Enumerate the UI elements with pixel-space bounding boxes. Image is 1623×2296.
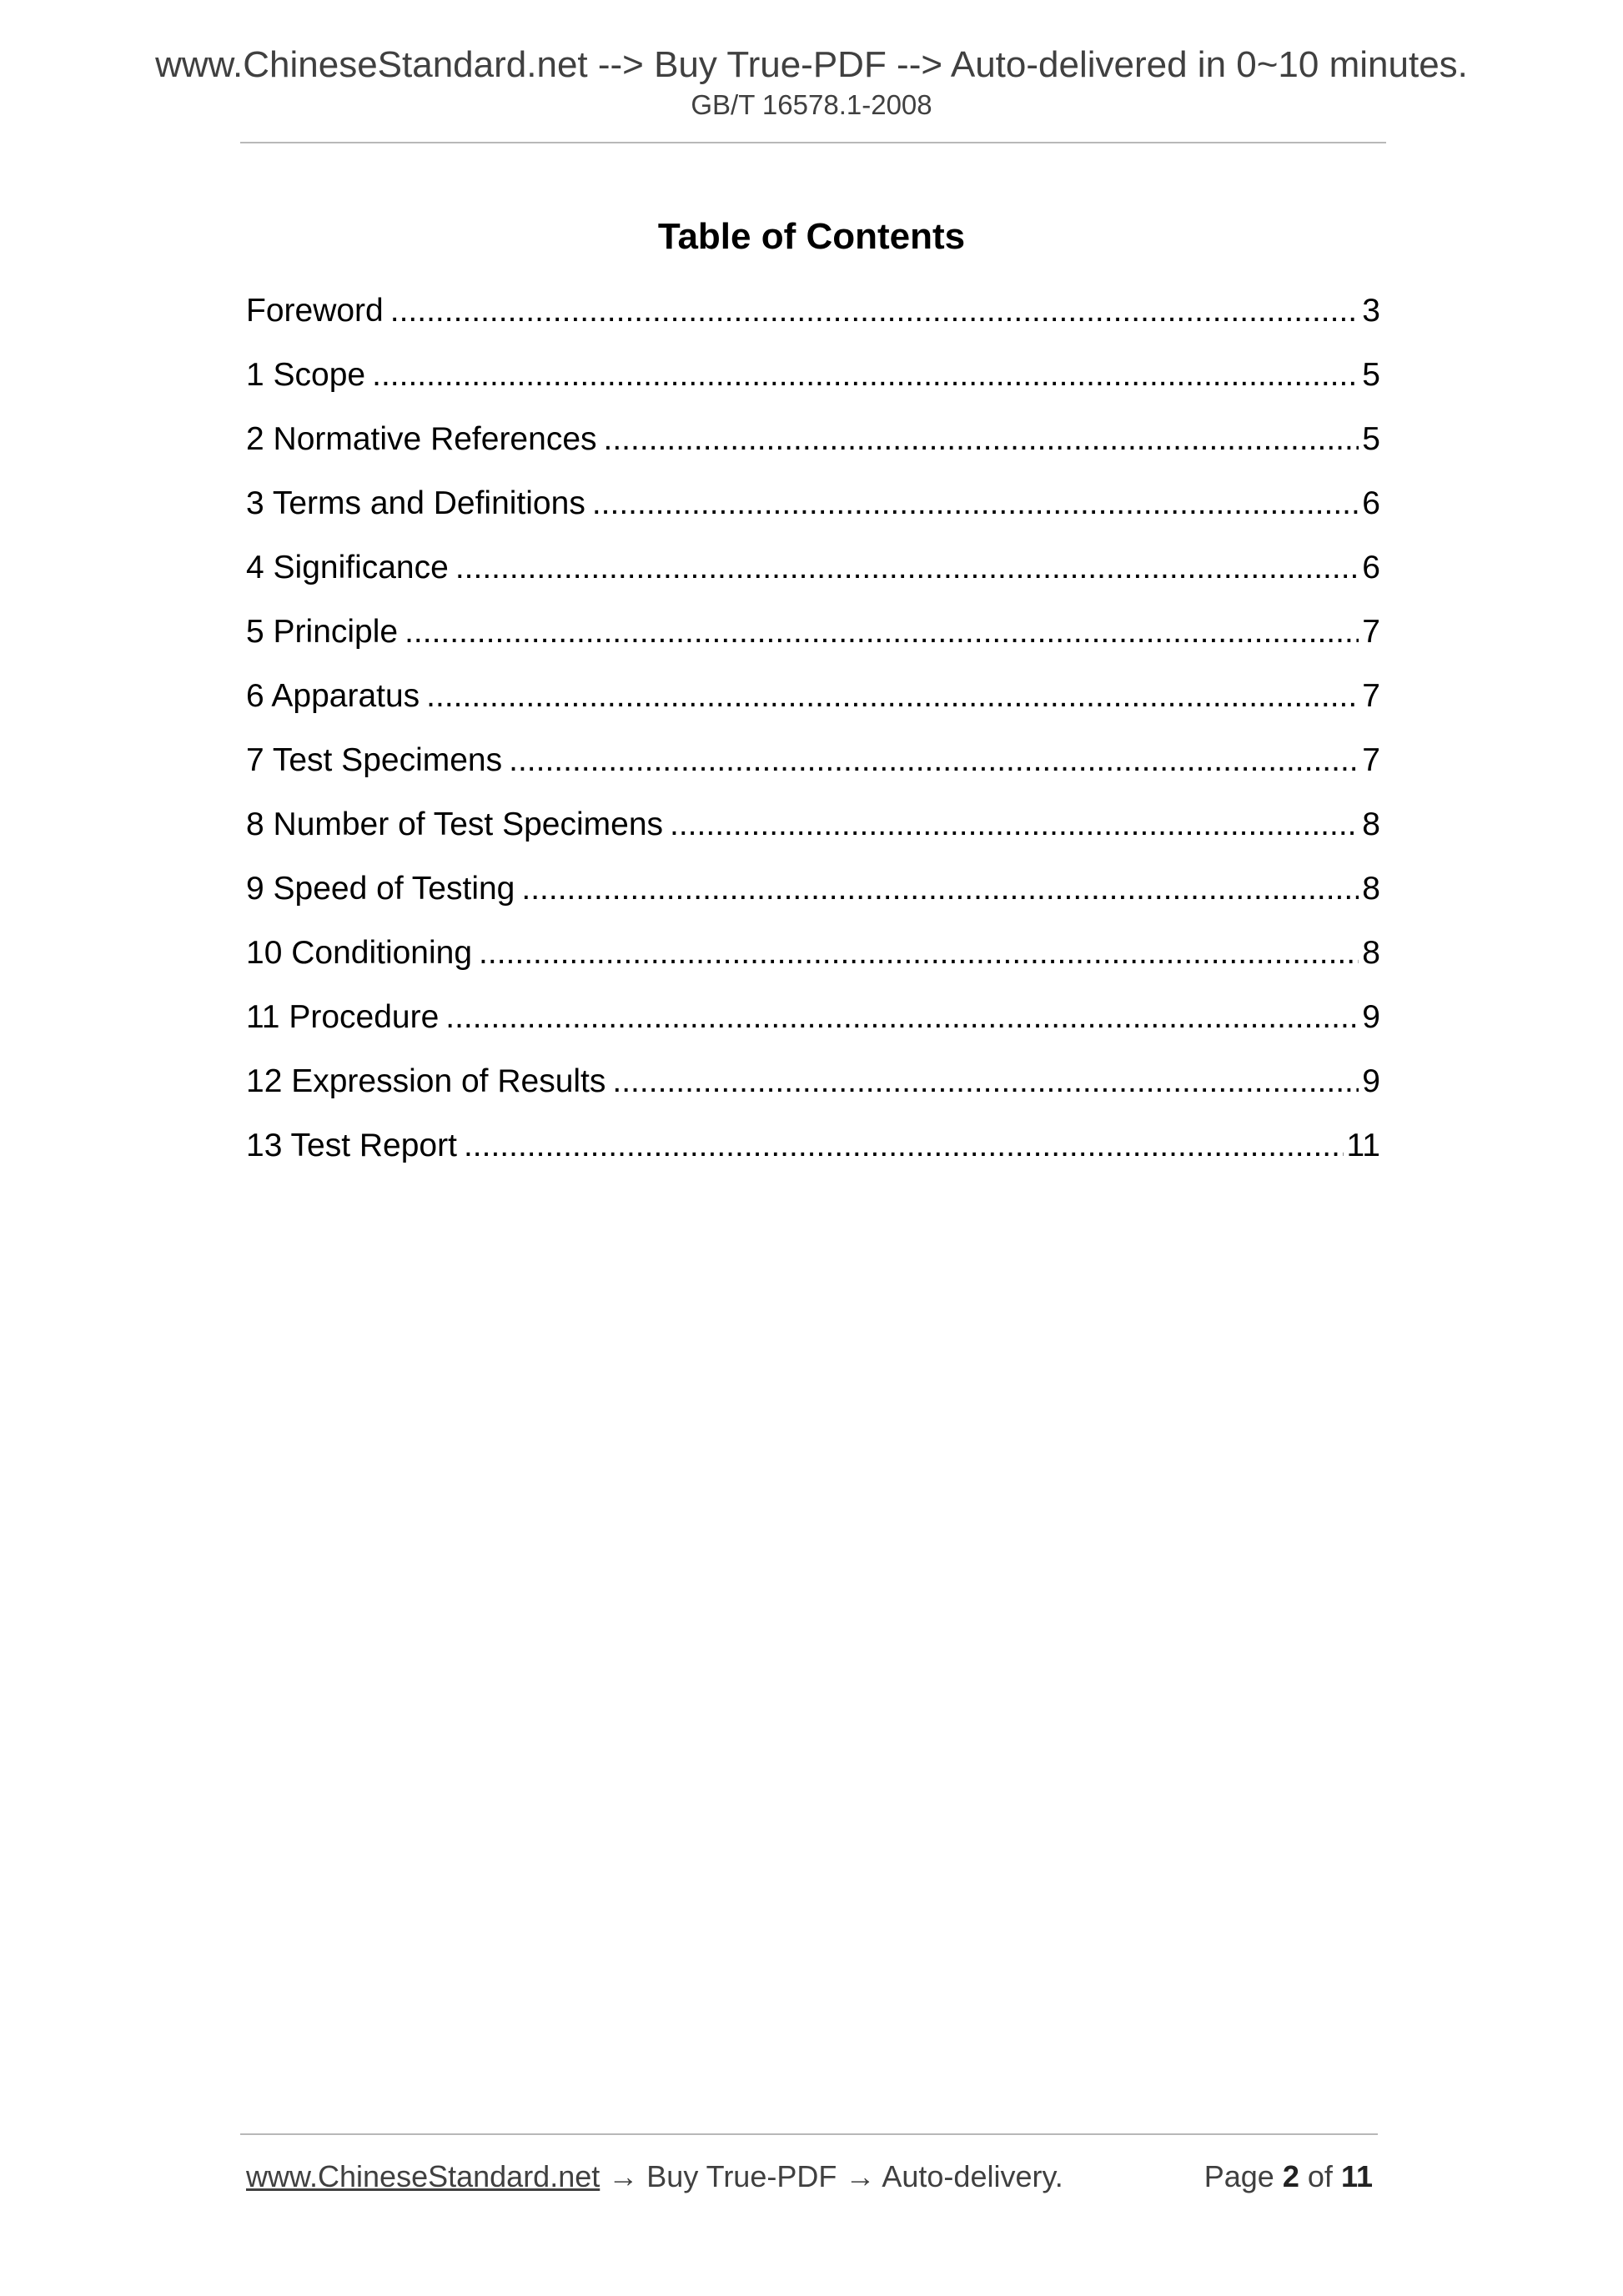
of-word: of [1307, 2159, 1333, 2193]
toc-entry-scope[interactable] [246, 352, 1380, 416]
toc-entry-page: 7 [1362, 678, 1380, 714]
footer-website-link[interactable]: www.ChineseStandard.net [246, 2159, 600, 2193]
toc-entry-principle[interactable] [246, 609, 1380, 673]
toc-entry-page: 9 [1362, 999, 1380, 1035]
toc-dot-leader [612, 1058, 1359, 1105]
toc-dot-leader [445, 994, 1359, 1041]
toc-entry-label: 4 Significance [246, 550, 449, 585]
arrow-right-icon: → [845, 2159, 876, 2193]
toc-dot-leader [404, 609, 1359, 656]
toc-entry-page: 8 [1362, 806, 1380, 842]
toc-entry-page: 9 [1362, 1063, 1380, 1099]
footer-divider [240, 2133, 1378, 2135]
toc-entry-normative-references[interactable] [246, 416, 1380, 480]
toc-dot-leader [592, 480, 1359, 527]
footer-promo [246, 2157, 1063, 2197]
header-banner: www.ChineseStandard.net --> Buy True-PDF --> Auto-delivered in 0~10 minutes. [155, 44, 1468, 85]
toc-entry-page: 3 [1362, 293, 1380, 329]
toc-entry-page: 5 [1362, 421, 1380, 457]
toc-dot-leader [372, 352, 1359, 399]
toc-entry-page: 7 [1362, 614, 1380, 650]
toc-entry-label: 9 Speed of Testing [246, 871, 515, 907]
toc-entry-label: 2 Normative References [246, 421, 597, 457]
page-word: Page [1203, 2159, 1274, 2193]
header-divider [240, 142, 1386, 143]
toc-entry-label: 1 Scope [246, 357, 366, 393]
toc-entry-foreword[interactable] [246, 288, 1380, 352]
toc-dot-leader [455, 545, 1359, 591]
toc-entry-label: 11 Procedure [246, 999, 440, 1035]
toc-entry-page: 11 [1346, 1128, 1380, 1163]
toc-entry-page: 5 [1362, 357, 1380, 393]
toc-entry-label: 6 Apparatus [246, 678, 420, 714]
toc-entry-label: 8 Number of Test Specimens [246, 806, 664, 842]
toc-entry-test-specimens[interactable] [246, 737, 1380, 801]
toc-entry-label: 3 Terms and Definitions [246, 485, 585, 521]
toc-dot-leader [426, 673, 1359, 720]
toc-dot-leader [390, 288, 1359, 334]
toc-entry-number-of-test-specimens[interactable] [246, 801, 1380, 866]
toc-entry-page: 8 [1362, 935, 1380, 971]
current-page-number: 2 [1282, 2159, 1299, 2193]
page-indicator [1204, 2157, 1373, 2197]
toc-entry-label: 10 Conditioning [246, 935, 473, 971]
toc-dot-leader [509, 737, 1359, 784]
standard-code: GB/T 16578.1-2008 [691, 89, 932, 120]
toc-entry-label: Foreword [246, 293, 384, 329]
toc-entry-page: 8 [1362, 871, 1380, 907]
toc-entry-page: 7 [1362, 742, 1380, 778]
toc-entry-label: 13 Test Report [246, 1128, 457, 1163]
arrow-right-icon: → [608, 2159, 639, 2193]
total-pages-number: 11 [1340, 2159, 1373, 2193]
toc-list [246, 288, 1380, 1187]
toc-entry-page: 6 [1362, 485, 1380, 521]
toc-entry-apparatus[interactable] [246, 673, 1380, 737]
toc-dot-leader [479, 930, 1359, 977]
toc-entry-expression-of-results[interactable] [246, 1058, 1380, 1123]
toc-entry-label: 5 Principle [246, 614, 399, 650]
toc-title: Table of Contents [657, 216, 966, 257]
toc-entry-significance[interactable] [246, 545, 1380, 609]
toc-entry-label: 7 Test Specimens [246, 742, 503, 778]
toc-entry-test-report[interactable] [246, 1123, 1380, 1187]
toc-entry-procedure[interactable] [246, 994, 1380, 1058]
toc-dot-leader [464, 1123, 1344, 1169]
toc-dot-leader [521, 866, 1359, 912]
footer-buy-text: Buy True-PDF [646, 2159, 837, 2193]
toc-dot-leader [670, 801, 1359, 848]
toc-entry-label: 12 Expression of Results [246, 1063, 606, 1099]
toc-dot-leader [604, 416, 1359, 463]
toc-entry-conditioning[interactable] [246, 930, 1380, 994]
toc-entry-terms-and-definitions[interactable] [246, 480, 1380, 545]
toc-entry-page: 6 [1362, 550, 1380, 585]
toc-entry-speed-of-testing[interactable] [246, 866, 1380, 930]
footer-delivery-text: Auto-delivery. [882, 2159, 1063, 2193]
